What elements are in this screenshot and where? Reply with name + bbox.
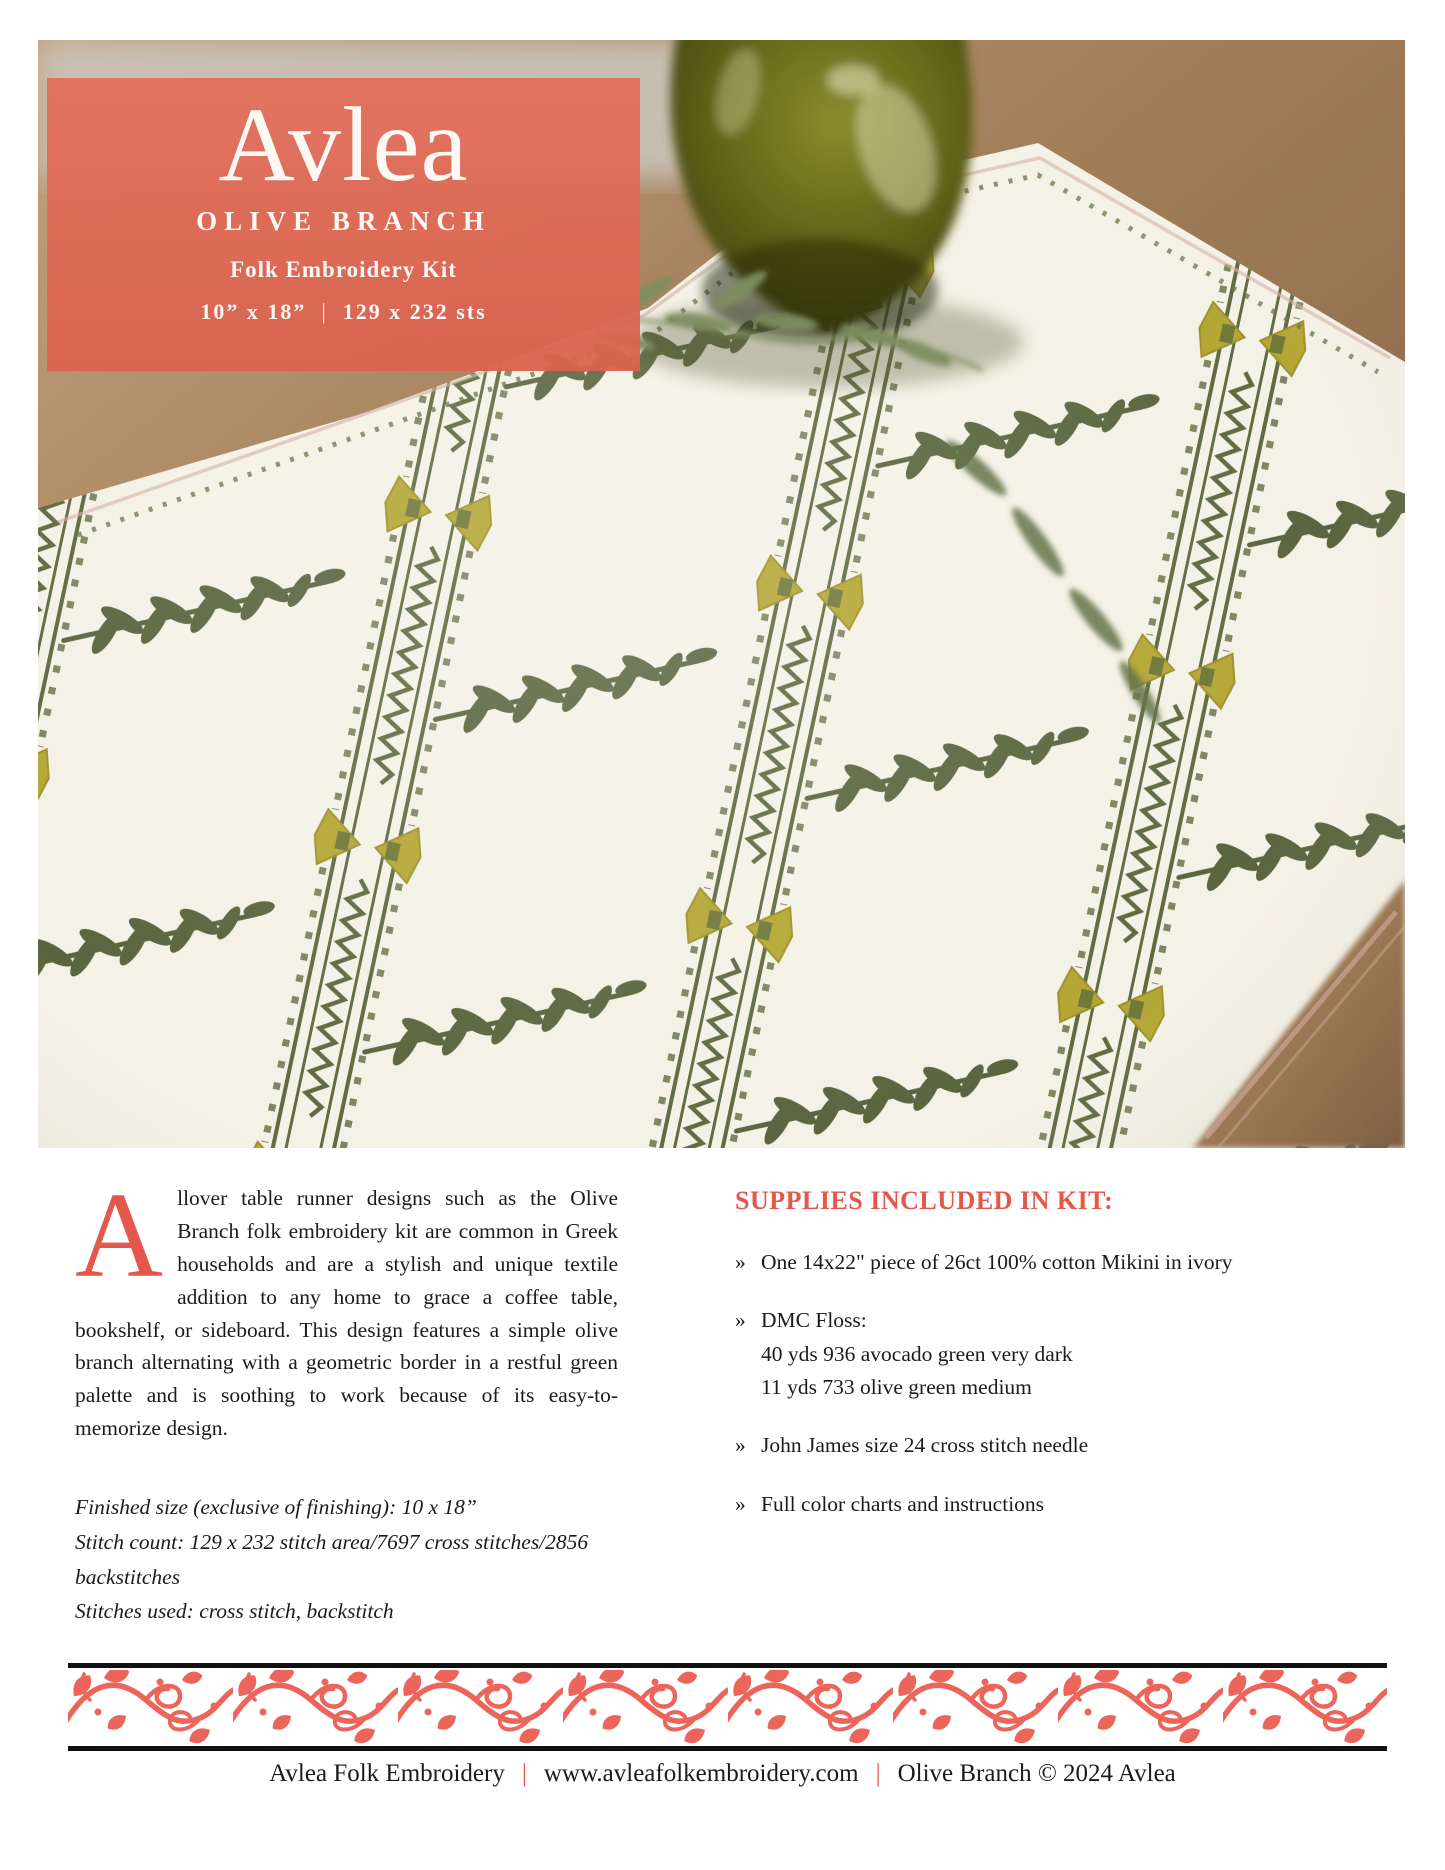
supplies-heading: SUPPLIES INCLUDED IN KIT:	[735, 1186, 1114, 1215]
footer-rule-top	[68, 1663, 1387, 1668]
stitches-used-spec: Stitches used: cross stitch, backstitch	[75, 1599, 394, 1624]
brand-name: Avlea	[218, 86, 469, 203]
title-box	[47, 78, 640, 371]
footer-separator: |	[875, 1760, 881, 1787]
supply-text	[761, 1304, 1353, 1404]
supply-item-fabric	[735, 1246, 1383, 1279]
intro-column	[75, 1168, 618, 1445]
stitch-count-spec: Stitch count: 129 x 232 stitch area/7697 cross stitches/2856 backstitches	[75, 1529, 589, 1589]
vine-border-svg	[68, 1670, 1387, 1744]
footer-rule-bottom	[68, 1746, 1387, 1751]
stitch-dimensions: 129 x 232 sts	[342, 299, 487, 324]
footer-line	[0, 1760, 1445, 1788]
list-marker: »	[735, 1491, 746, 1516]
dropcap: A	[75, 1168, 164, 1303]
size-line	[200, 299, 486, 325]
list-marker: »	[735, 1433, 746, 1458]
list-marker: »	[735, 1308, 746, 1333]
footer-website: www.avleafolkembroidery.com	[543, 1760, 859, 1787]
finished-size: 10” x 18”	[200, 299, 307, 324]
size-separator: |	[321, 299, 328, 324]
finished-size-spec: Finished size (exclusive of finishing): 10 x 18”	[75, 1495, 477, 1519]
intro-text: llover table runner designs such as the Olive Branch folk embroidery kit are common in Greek households and are a stylish and unique textile addition to any home to grace a coffee table, bookshelf, or sideboard. This design features a simple olive branch alternating with a geometric border in a restful green palette and is soothing to work because of its easy-to-memorize design.	[75, 1186, 618, 1441]
list-marker: »	[735, 1250, 746, 1274]
floss-line-733: 11 yds 733 olive green medium	[761, 1374, 1032, 1399]
specs-block	[75, 1490, 637, 1629]
footer-separator: |	[521, 1760, 527, 1787]
footer-studio: Avlea Folk Embroidery	[269, 1760, 505, 1787]
green-pitcher	[671, 40, 973, 342]
supply-item-charts	[735, 1488, 1383, 1521]
floss-line-936: 40 yds 936 avocado green very dark	[761, 1341, 1073, 1366]
supply-item-needle	[735, 1429, 1383, 1462]
supply-item-floss	[735, 1304, 1383, 1404]
vine-border	[68, 1670, 1387, 1744]
hero-photo	[38, 40, 1405, 1148]
supply-text: John James size 24 cross stitch needle	[761, 1433, 1089, 1458]
product-name: OLIVE BRANCH	[196, 206, 491, 236]
footer-copyright: Olive Branch © 2024 Avlea	[897, 1760, 1176, 1787]
supply-text: One 14x22" piece of 26ct 100% cotton Mikini in ivory	[761, 1250, 1233, 1274]
intro-paragraph	[75, 1168, 618, 1445]
supplies-column	[735, 1186, 1383, 1546]
floss-label: DMC Floss:	[761, 1308, 867, 1333]
kit-type: Folk Embroidery Kit	[230, 257, 457, 282]
supply-text: Full color charts and instructions	[761, 1491, 1045, 1516]
